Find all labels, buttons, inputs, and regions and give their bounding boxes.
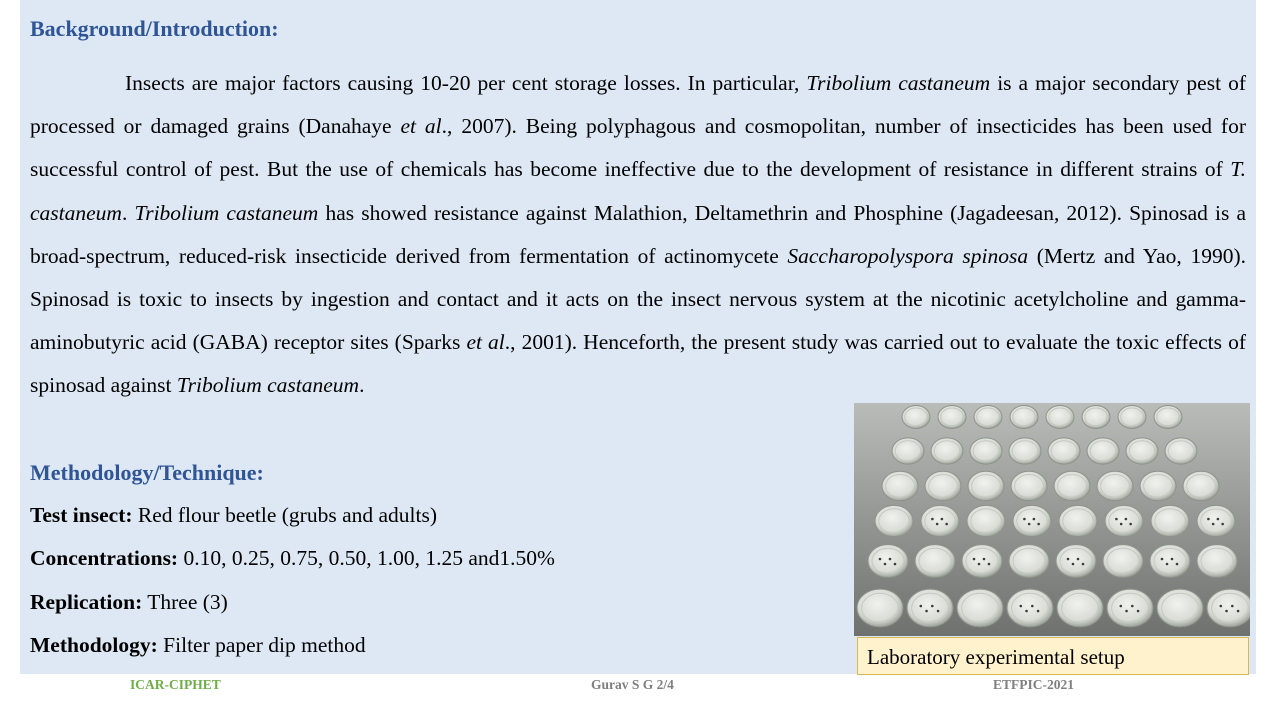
petri-dish (1151, 505, 1189, 536)
petri-dish (1118, 406, 1146, 429)
petri-dish (1046, 406, 1074, 429)
petri-dish (1183, 471, 1219, 501)
intro-italic-term: et al (466, 330, 505, 355)
petri-dish (970, 438, 1002, 464)
petri-dish (1097, 471, 1133, 501)
petri-dish (892, 438, 924, 464)
petri-dish (875, 505, 913, 536)
methodology-method-value: Filter paper dip method (157, 633, 366, 657)
petri-dish (957, 589, 1003, 627)
petri-dish (967, 505, 1005, 536)
intro-text-run: . (359, 373, 365, 398)
methodology-heading: Methodology/Technique: (30, 460, 264, 485)
footer-institution: ICAR-CIPHET (130, 677, 221, 692)
petri-dishes-photo (854, 403, 1250, 636)
methodology-method-row (30, 633, 366, 658)
petri-dish (974, 406, 1002, 429)
concentrations-row (30, 546, 555, 571)
petri-dish (1165, 438, 1197, 464)
petri-dish (1107, 589, 1153, 627)
petri-dish (1009, 438, 1041, 464)
replication-row (30, 590, 228, 615)
petri-dish (1007, 589, 1053, 627)
petri-dish (1009, 545, 1049, 578)
figure-caption: Laboratory experimental setup (857, 637, 1249, 675)
petri-dish (1154, 406, 1182, 429)
petri-dish (921, 505, 959, 536)
intro-text-run: . (121, 200, 135, 225)
petri-dish (1157, 589, 1203, 627)
intro-italic-term: Saccharopolyspora spinosa (787, 243, 1029, 268)
intro-italic-term: T. castaneum (30, 157, 1246, 225)
petri-dish (1140, 471, 1176, 501)
petri-dish (1197, 505, 1235, 536)
petri-dish (868, 545, 908, 578)
test-insect-label: Test insect: (30, 503, 133, 527)
petri-dish (1126, 438, 1158, 464)
test-insect-value: Red flour beetle (grubs and adults) (132, 503, 438, 527)
intro-italic-term: Tribolium castaneum (134, 200, 319, 225)
petri-dish (938, 406, 966, 429)
intro-italic-term: Tribolium castaneum (806, 71, 991, 95)
background-heading: Background/Introduction: (30, 16, 279, 41)
petri-dish (968, 471, 1004, 501)
petri-dish (1056, 545, 1096, 578)
petri-dish (882, 471, 918, 501)
intro-text-run: is a major secondary pest of processed or damaged grains (Danahaye (30, 71, 1246, 139)
petri-dish (1011, 471, 1047, 501)
petri-dish (1197, 545, 1237, 578)
petri-dish (857, 589, 903, 627)
petri-dish (1082, 406, 1110, 429)
replication-value: Three (3) (142, 590, 228, 614)
petri-dish (1103, 545, 1143, 578)
concentrations-value: 0.10, 0.25, 0.75, 0.50, 1.00, 1.25 and1.50% (178, 546, 555, 570)
test-insect-row (30, 503, 437, 528)
petri-dish (925, 471, 961, 501)
introduction-paragraph (30, 62, 1246, 408)
petri-dish (1087, 438, 1119, 464)
intro-text-run: ., 2007). Being polyphagous and cosmopolitan, number of insecticides has been used for successful control of pest. But the use of chemicals has become ineffective due to the development of resistance in different strains of (30, 114, 1246, 182)
petri-dish (1013, 505, 1051, 536)
petri-dish (962, 545, 1002, 578)
concentrations-label: Concentrations: (30, 546, 179, 570)
petri-dish (1150, 545, 1190, 578)
petri-dish (1010, 406, 1038, 429)
footer-event: ETFPIC-2021 (993, 677, 1074, 692)
petri-dish (902, 406, 930, 429)
petri-dish (1207, 589, 1250, 627)
intro-text-run: has showed resistance against Malathion, Deltamethrin and Phosphine (Jagadeesan, 2012). Spinosad is a broad-spectrum, reduced-risk insecticide derived from fermentation of actinomycete (30, 200, 1247, 268)
intro-text-run: Insects are major factors causing 10-20 per cent storage losses. In particular, (125, 71, 807, 95)
footer-author-page: Gurav S G 2/4 (591, 677, 674, 692)
intro-italic-term: Tribolium castaneum (176, 373, 360, 398)
petri-dish (1048, 438, 1080, 464)
petri-dish (1057, 589, 1103, 627)
intro-italic-term: et al (400, 114, 442, 139)
intro-text-run: (Mertz and Yao, 1990). Spinosad is toxic to insects by ingestion and contact and it acts on the insect nervous system at the nicotinic acetylcholine and gamma-aminobutyric acid (GABA) receptor sites (Sparks (30, 243, 1246, 355)
petri-dish (1059, 505, 1097, 536)
petri-dish (907, 589, 953, 627)
petri-dish (1105, 505, 1143, 536)
replication-label: Replication: (30, 590, 143, 614)
intro-text-run: ., 2001). Henceforth, the present study was carried out to evaluate the toxic effects of spinosad against (30, 330, 1246, 398)
petri-dish (1054, 471, 1090, 501)
methodology-method-label: Methodology: (30, 633, 158, 657)
petri-dish (931, 438, 963, 464)
petri-dish (915, 545, 955, 578)
